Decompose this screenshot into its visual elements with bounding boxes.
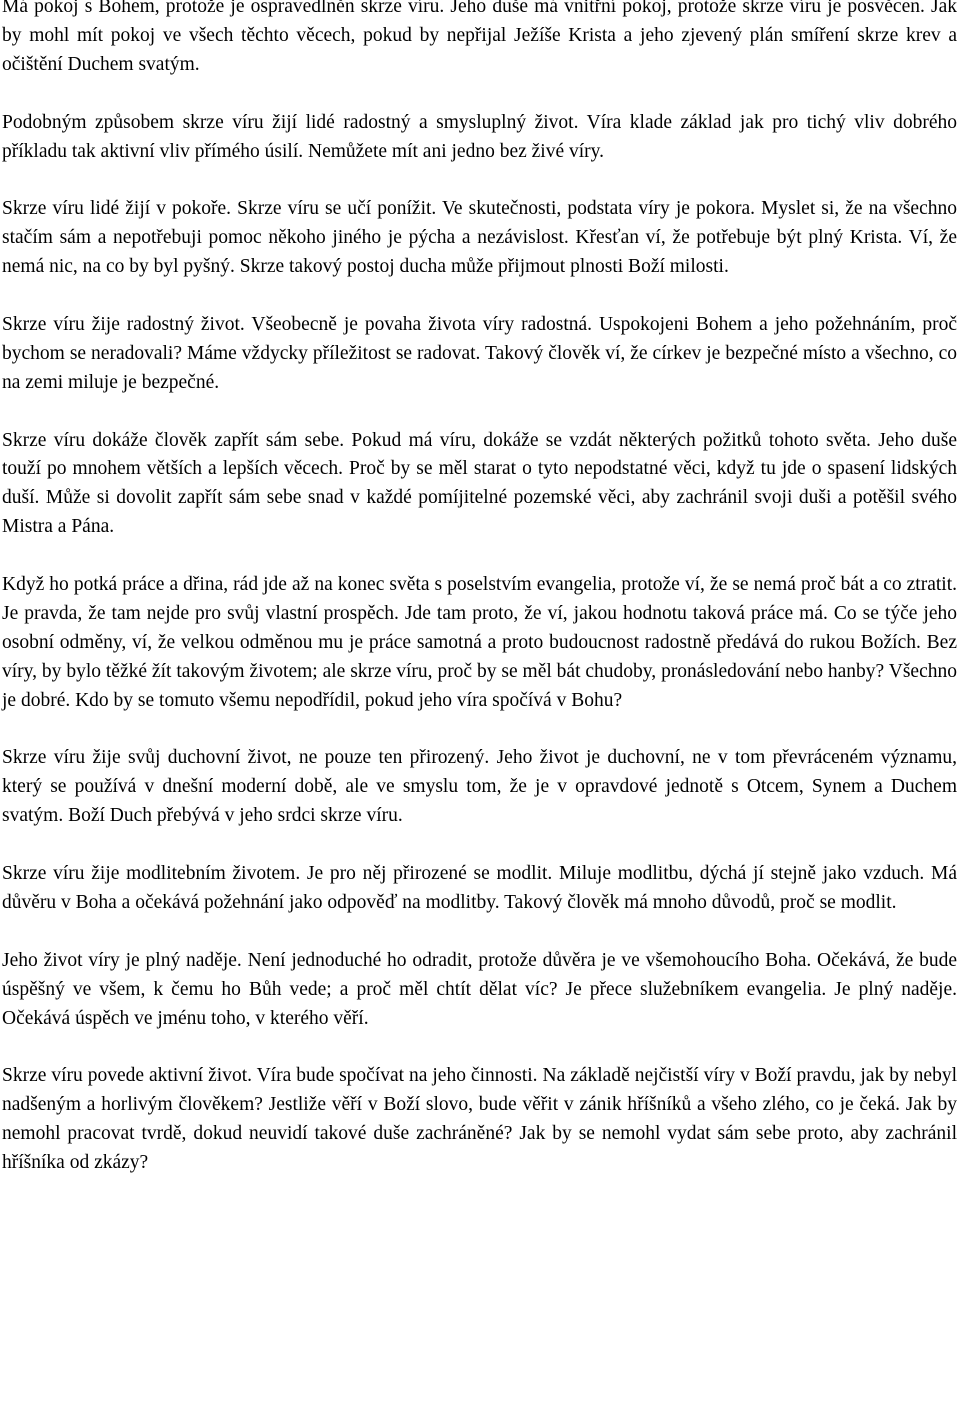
paragraph-joyful-life: Podobným způsobem skrze víru žijí lidé radostný a smysluplný život. Víra klade základ jak pro tichý vliv dobrého příkladu tak aktivní vliv přímého úsilí. Nemůžete mít ani jedno bez živé víry. [2, 111, 957, 162]
paragraph-prayer-life: Skrze víru žije modlitebním životem. Je pro něj přirozené se modlit. Miluje modlitbu, dýchá jí stejně jako vzduch. Má důvěru v Boha a očekává požehnání jako odpověď na modlitby. Takový člověk má mnoho důvodů, proč se modlit. [2, 863, 957, 913]
paragraph-peace: Má pokoj s Bohem, protože je ospravedlněn skrze víru. Jeho duše má vnitřní pokoj, protože skrze víru je posvěcen. Jak by mohl mít pokoj ve všech těchto věcech, pokud by nepřijal Ježíše Krista a jeho zjevený plán smíření skrze krev a očištění Duchem svatým. [2, 0, 957, 75]
paragraph-hope: Jeho život víry je plný naděje. Není jednoduché ho odradit, protože důvěra je ve všemohoucího Boha. Očekává, že bude úspěšný ve všem, k čemu ho Bůh vede; a proč měl chtít dělat víc? Je přece služebníkem evangelia. Je plný naděje. Očekává úspěch ve jménu toho, v kterého věří. [2, 949, 957, 1029]
paragraph-humility: Skrze víru lidé žijí v pokoře. Skrze víru se učí ponížit. Ve skutečnosti, podstata víry je pokora. Myslet si, že na všechno stačím sám a nepotřebuji pomoc někoho jiného je pýcha a nezávislost. Křesťan ví, že potřebuje být plný Krista. Ví, že nemá nic, na co by byl pyšný. Skrze takový postoj ducha může přijmout plnosti Boží milosti. [2, 198, 957, 278]
document-page [2, 0, 957, 1178]
paragraph-joy: Skrze víru žije radostný život. Všeobecně je povaha života víry radostná. Uspokojeni Bohem a jeho požehnáním, proč bychom se neradovali? Máme vždycky příležitost se radovat. Takový člověk ví, že církev je bezpečné místo a všechno, co na zemi miluje je bezpečné. [2, 313, 957, 393]
paragraph-self-denial: Skrze víru dokáže člověk zapřít sám sebe. Pokud má víru, dokáže se vzdát některých požitků tohoto světa. Jeho duše touží po mnohem větších a lepších věcech. Proč by se měl starat o tyto nepodstatné věci, když tu jde o spasení lidských duší. Může si dovolit zapřít sám sebe snad v každé pomíjitelné pozemské věci, aby zachránil svoji duši a potěšil svého Mistra a Pána. [2, 429, 957, 538]
paragraph-spiritual-life: Skrze víru žije svůj duchovní život, ne pouze ten přirozený. Jeho život je duchovní, ne v tom převráceném významu, který se používá v dnešní moderní době, ale ve smyslu tom, že je v opravdové jednotě s Otcem, Synem a Duchem svatým. Boží Duch přebývá v jeho srdci skrze víru. [2, 747, 957, 827]
paragraph-work-and-toil: Když ho potká práce a dřina, rád jde až na konec světa s poselstvím evangelia, protože ví, že se nemá proč bát a co ztratit. Je pravda, že tam nejde pro svůj vlastní prospěch. Jde tam proto, že ví, jakou hodnotu taková práce má. Co se týče jeho osobní odměny, ví, že velkou odměnou mu je práce samotná a proto budoucnost radostně předává do rukou Božích. Bez víry, by bylo těžké žít takovým životem; ale skrze víru, proč by se měl bát chudoby, pronásledování nebo hanby? Všechno je dobré. Kdo by se tomuto všemu nepodřídil, pokud jeho víra spočívá v Bohu? [2, 574, 957, 711]
paragraph-active-life: Skrze víru povede aktivní život. Víra bude spočívat na jeho činnosti. Na základě nejčistší víry v Boží pravdu, jak by nebyl nadšeným a horlivým člověkem? Jestliže věří v Boží slovo, bude věřit v zánik hříšníků a všeho zlého, co je čeká. Jak by nemohl pracovat tvrdě, dokud neuvidí takové duše zachráněné? Jak by se nemohl vydat sám sebe proto, aby zachránil hříšníka od zkázy? [2, 1065, 957, 1174]
